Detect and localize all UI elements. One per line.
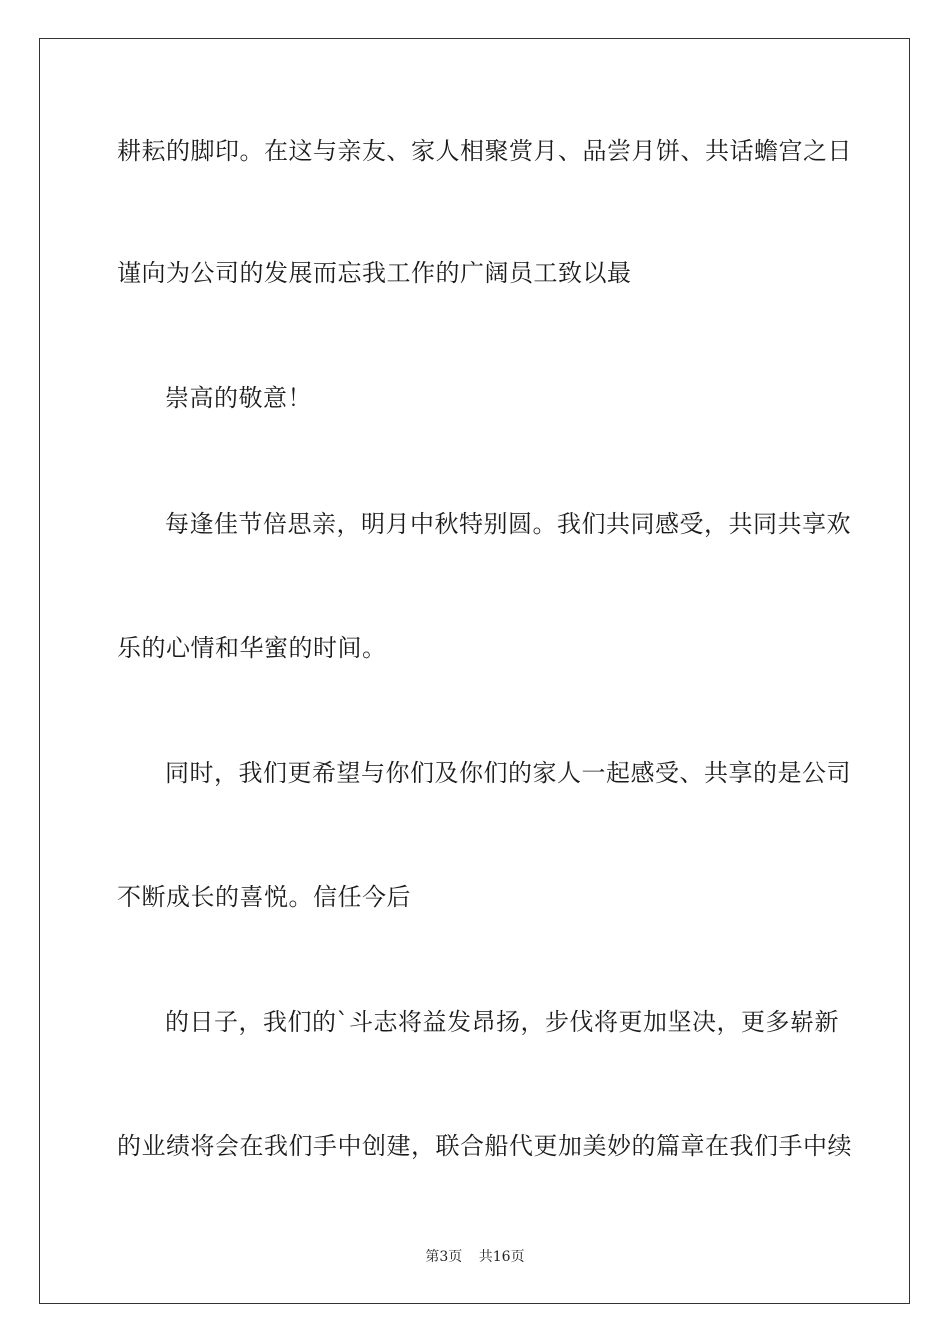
text-line-1: 耕耘的脚印。在这与亲友、家人相聚赏月、品尝月饼、共话蟾宫之日: [117, 137, 852, 165]
page-number: 第3页: [425, 1249, 463, 1265]
text-line-4: 每逢佳节倍思亲，明月中秋特别圆。我们共同感受，共同共享欢: [165, 510, 851, 538]
text-line-3: 崇高的敬意！: [165, 384, 312, 412]
text-line-6: 同时，我们更希望与你们及你们的家人一起感受、共享的是公司: [165, 759, 851, 787]
text-line-7: 不断成长的喜悦。信任今后: [117, 883, 411, 911]
text-line-9: 的业绩将会在我们手中创建，联合船代更加美妙的篇章在我们手中续: [117, 1132, 852, 1160]
page-total: 共16页: [478, 1249, 525, 1265]
text-line-8: 的日子，我们的`斗志将益发昂扬，步伐将更加坚决，更多崭新: [165, 1008, 839, 1036]
page-frame: [39, 38, 910, 1304]
page-footer: [0, 1248, 950, 1266]
text-line-5: 乐的心情和华蜜的时间。: [117, 634, 387, 662]
text-line-2: 谨向为公司的发展而忘我工作的广阔员工致以最: [117, 259, 632, 287]
